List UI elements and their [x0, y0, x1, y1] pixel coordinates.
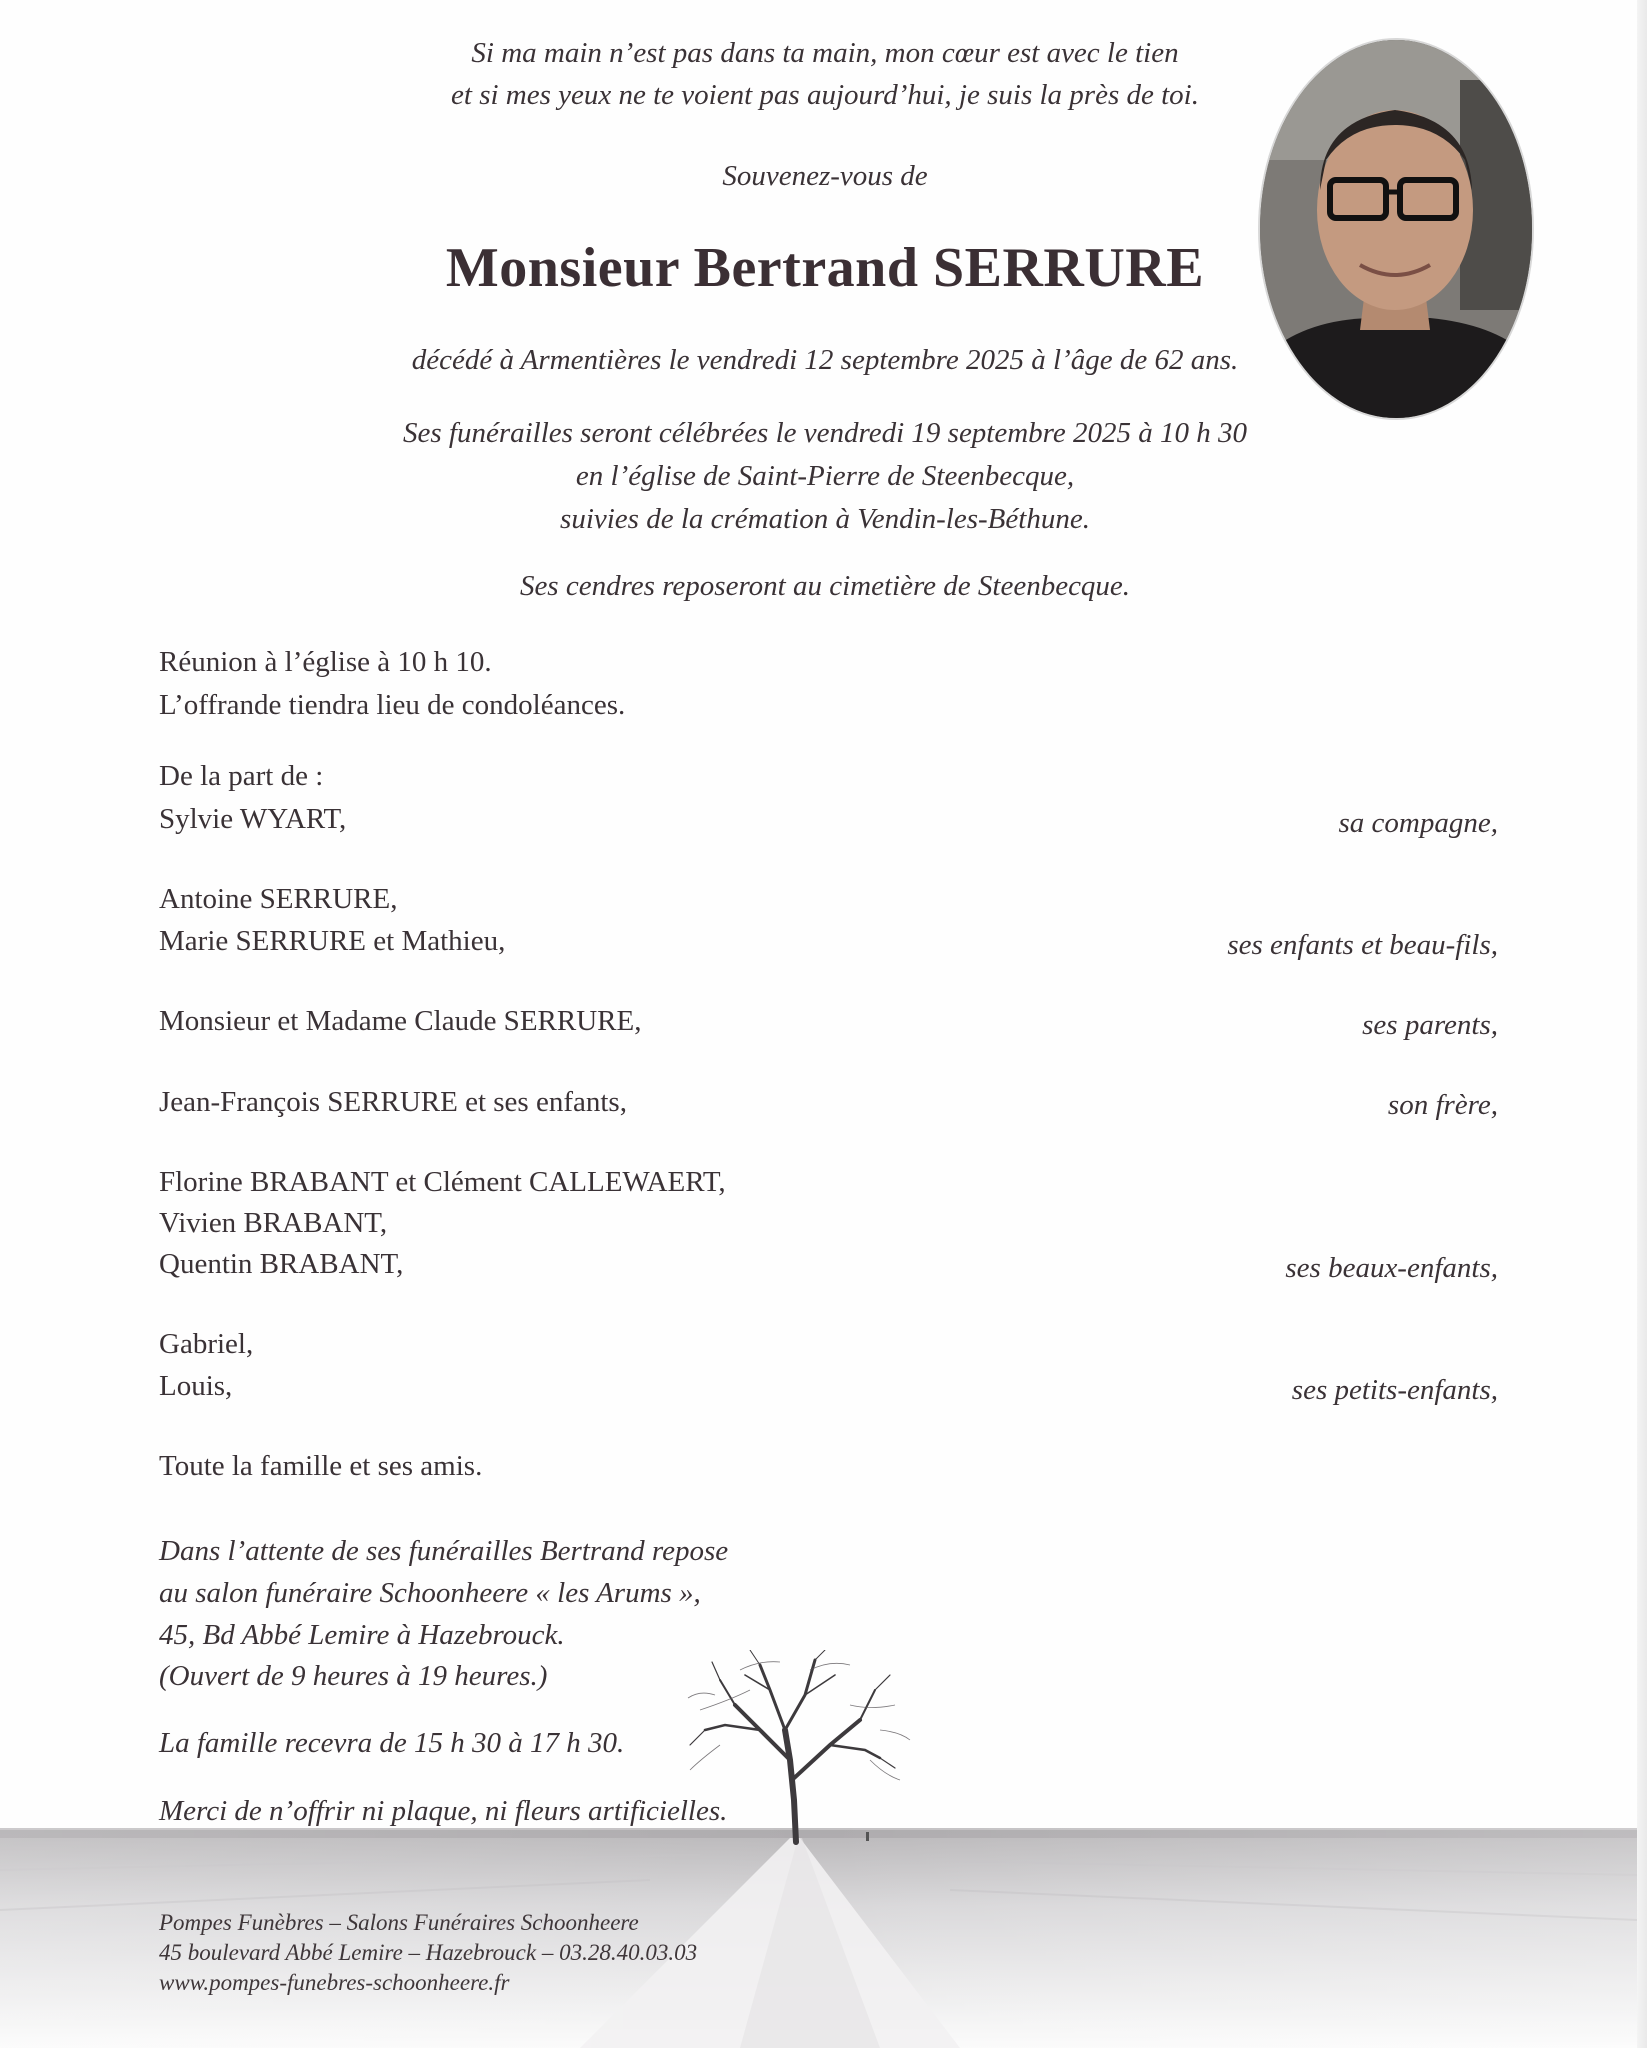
relation-label: ses enfants et beau-fils, [1227, 929, 1498, 961]
repose-line-2: au salon funéraire Schoonheere « les Arums », [159, 1577, 701, 1609]
family-name: Gabriel, [159, 1328, 254, 1360]
family-name: Antoine SERRURE, [159, 883, 398, 915]
funeral-home-footer [159, 1908, 697, 1998]
family-name: Marie SERRURE et Mathieu, [159, 925, 506, 957]
relation-label: ses beaux-enfants, [1285, 1252, 1498, 1284]
relation-label: ses petits-enfants, [1291, 1374, 1498, 1406]
poem [300, 32, 1350, 116]
deceased-name: Monsieur Bertrand SERRURE [445, 237, 1205, 299]
repose-line-1: Dans l’attente de ses funérailles Bertrand repose [159, 1535, 729, 1567]
repose-line-3: 45, Bd Abbé Lemire à Hazebrouck. [159, 1619, 565, 1651]
reunion-line-2: L’offrande tiendra lieu de condoléances. [159, 689, 626, 721]
funeral-line-2: en l’église de Saint-Pierre de Steenbecque, [575, 460, 1075, 492]
funeral-line-1: Ses funérailles seront célébrées le vendredi 19 septembre 2025 à 10 h 30 [402, 417, 1248, 449]
ashes-statement: Ses cendres reposeront au cimetière de Steenbecque. [519, 570, 1131, 602]
whole-family-line: Toute la famille et ses amis. [159, 1450, 483, 1482]
family-name: Florine BRABANT et Clément CALLEWAERT, [159, 1166, 726, 1198]
souvenez-heading: Souvenez-vous de [722, 160, 928, 192]
poem-line-2: et si mes yeux ne te voient pas aujourd’hui, je suis la près de toi. [451, 79, 1199, 111]
relation-label: sa compagne, [1338, 807, 1498, 839]
footer-address: 45 boulevard Abbé Lemire – Hazebrouck – 03.28.40.03.03 [159, 1940, 698, 1965]
relation-label: son frère, [1387, 1089, 1498, 1121]
family-name: Jean-François SERRURE et ses enfants, [159, 1086, 627, 1118]
funeral-line-3: suivies de la crémation à Vendin-les-Béthune. [560, 503, 1090, 535]
no-flowers-request: Merci de n’offrir ni plaque, ni fleurs artificielles. [159, 1795, 728, 1827]
family-name: Sylvie WYART, [159, 803, 347, 835]
relation-label: ses parents, [1362, 1009, 1498, 1041]
footer-website: www.pompes-funebres-schoonheere.fr [159, 1970, 510, 1995]
page-edge [1637, 0, 1647, 2048]
repose-line-4: (Ouvert de 9 heures à 19 heures.) [159, 1660, 548, 1692]
death-statement: décédé à Armentières le vendredi 12 septembre 2025 à l’âge de 62 ans. [411, 344, 1239, 376]
family-name: Quentin BRABANT, [159, 1248, 404, 1280]
family-name: Vivien BRABANT, [159, 1207, 388, 1239]
reunion-line-1: Réunion à l’église à 10 h 10. [159, 646, 492, 678]
footer-company: Pompes Funèbres – Salons Funéraires Schoonheere [159, 1910, 639, 1935]
poem-line-1: Si ma main n’est pas dans ta main, mon cœur est avec le tien [471, 37, 1179, 69]
reception-hours: La famille recevra de 15 h 30 à 17 h 30. [159, 1727, 625, 1759]
family-name: Louis, [159, 1370, 233, 1402]
de-la-part-label: De la part de : [159, 760, 324, 792]
family-name: Monsieur et Madame Claude SERRURE, [159, 1005, 642, 1037]
funeral-details [300, 412, 1350, 541]
